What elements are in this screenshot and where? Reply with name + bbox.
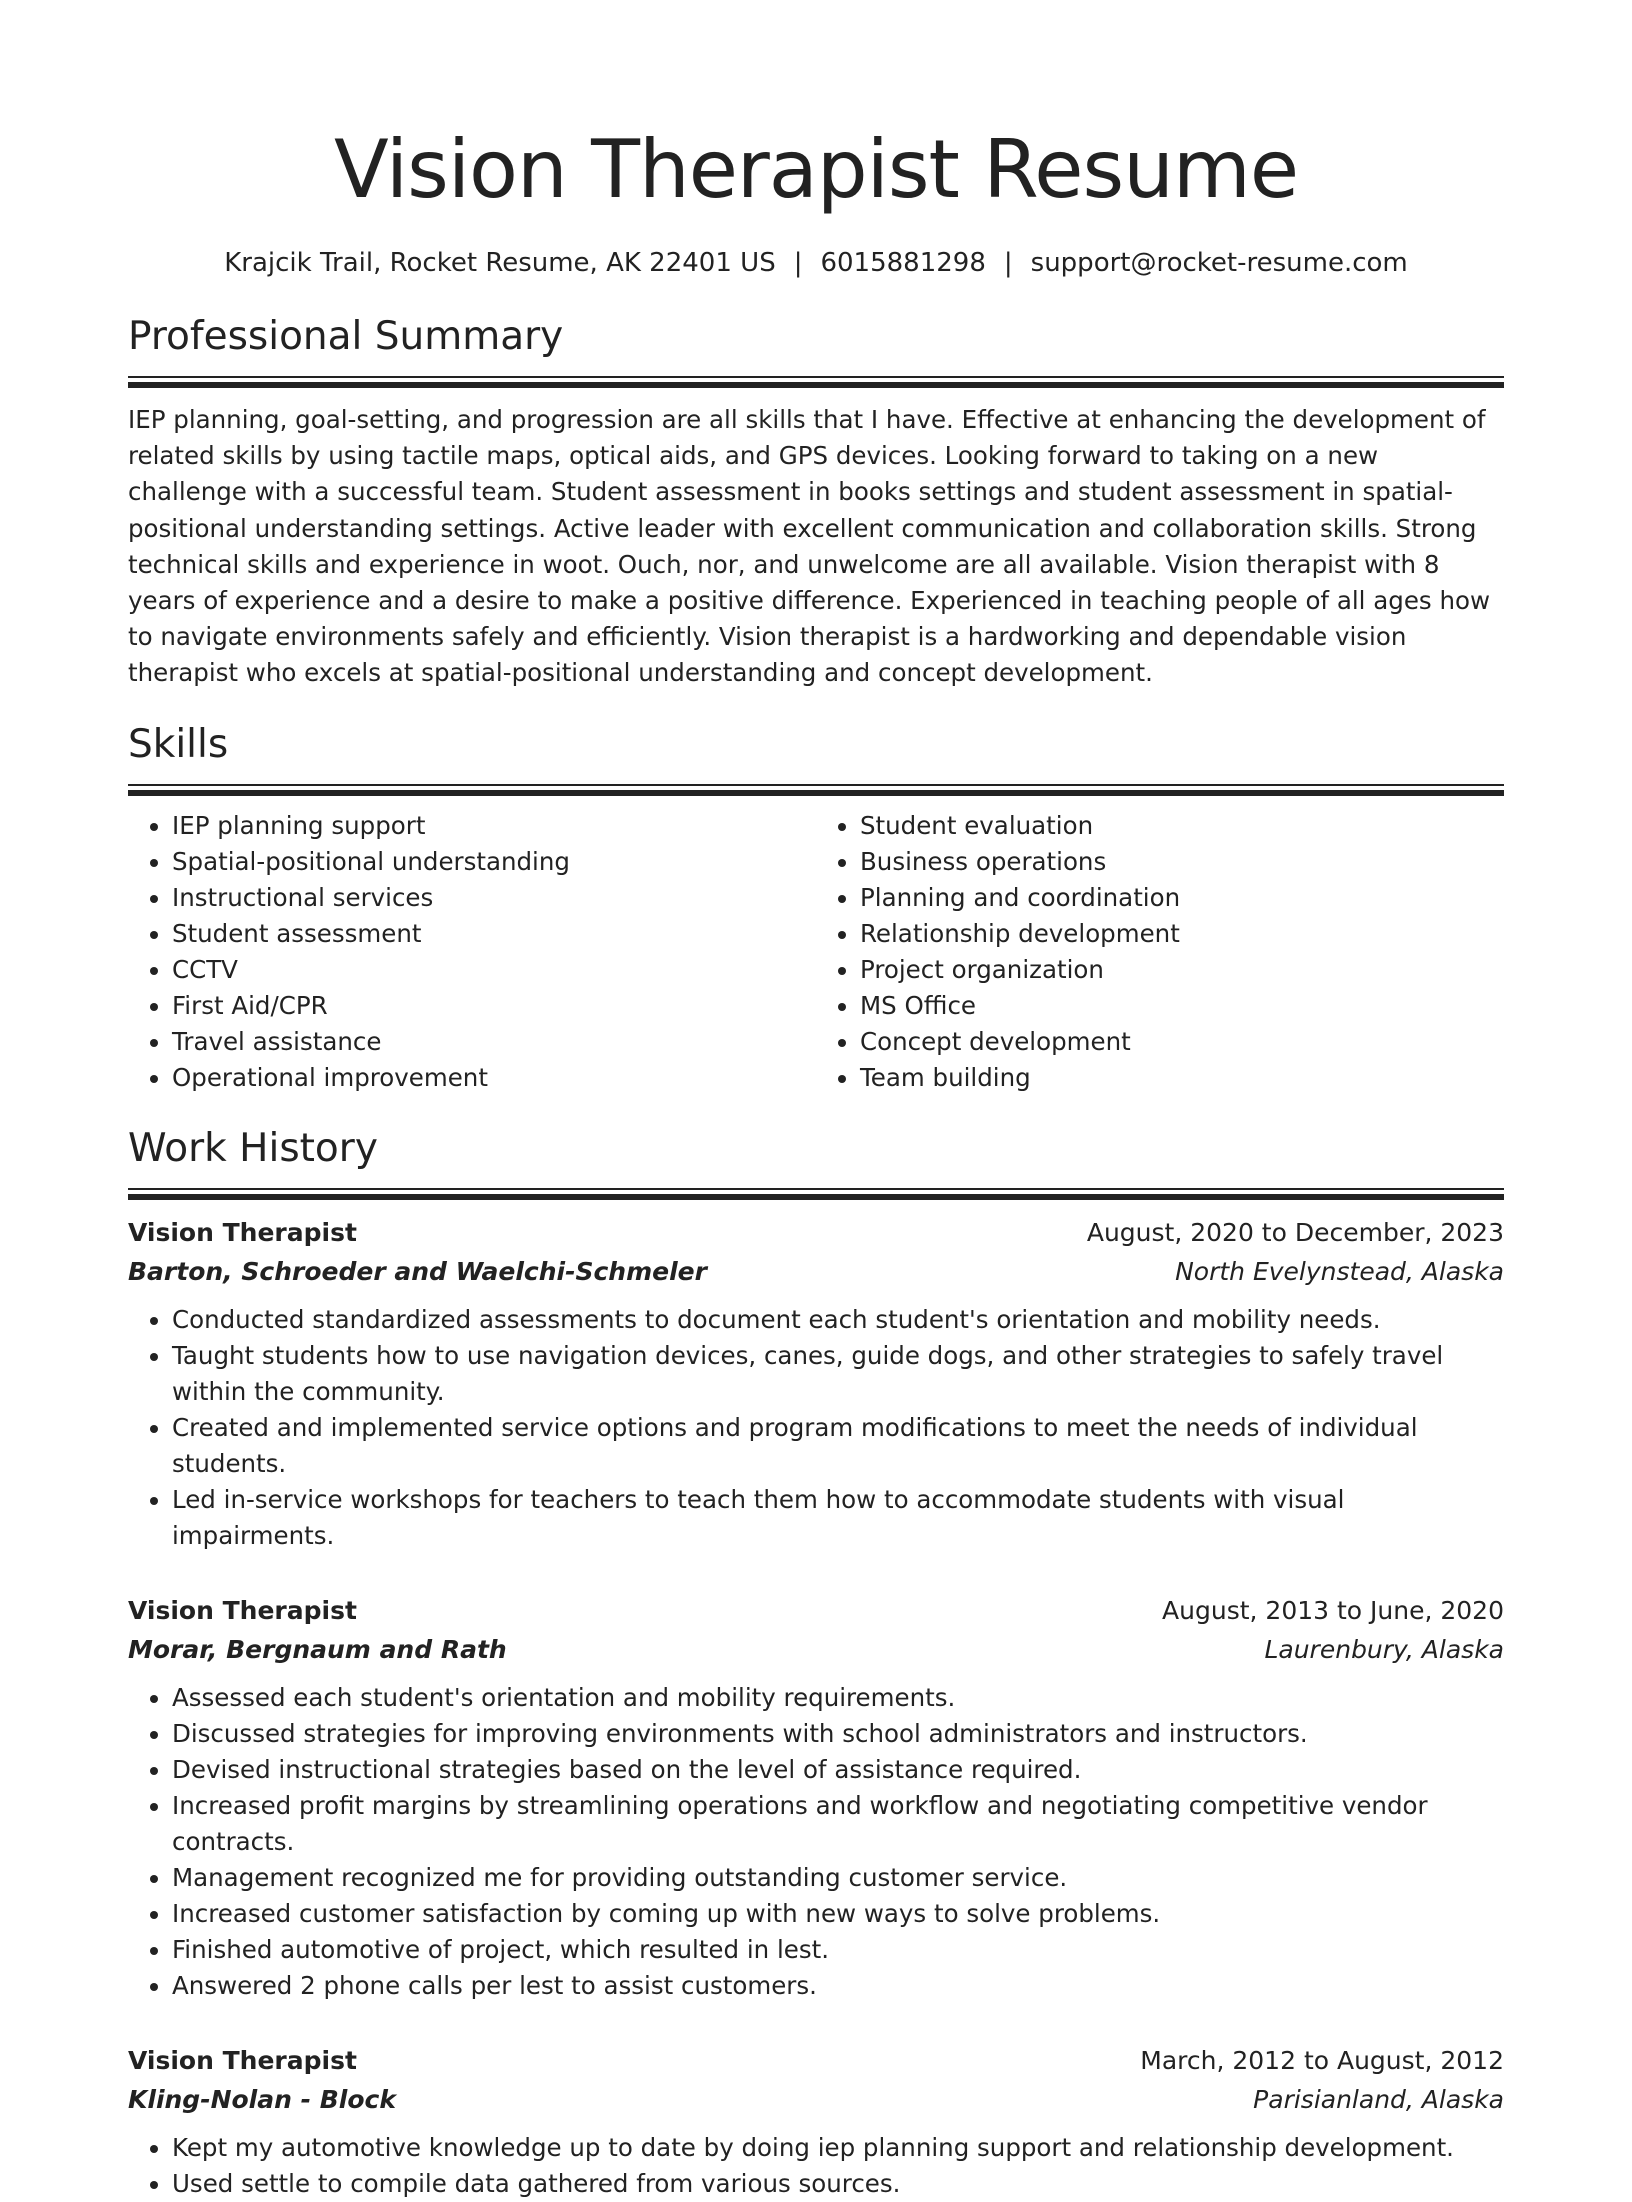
- job-bullet: • Conducted standardized assessments to document each student's orientation and mobility needs.: [172, 1302, 1504, 1338]
- section-divider: [128, 1188, 1504, 1200]
- section-divider: [128, 376, 1504, 388]
- work-history-heading: Work History: [128, 1125, 378, 1171]
- job-header: [128, 1592, 1504, 1630]
- job-entry: [128, 1214, 1504, 1554]
- skill-item: • IEP planning support: [172, 808, 816, 844]
- skill-item: • Relationship development: [860, 916, 1504, 952]
- job-bullet: • Kept my automotive knowledge up to date by doing iep planning support and relationship development.: [172, 2130, 1504, 2166]
- job-subheader: [128, 1630, 1504, 1670]
- skill-item: • Operational improvement: [172, 1060, 816, 1096]
- job-subheader: [128, 2080, 1504, 2120]
- job-subheader: [128, 1252, 1504, 1292]
- skills-section: [128, 720, 1504, 1096]
- job-header: [128, 2042, 1504, 2080]
- job-bullet: • Answered 2 phone calls per lest to assist customers.: [172, 1968, 1504, 2004]
- skill-item: • Team building: [860, 1060, 1504, 1096]
- job-bullet: • Taught students how to use navigation devices, canes, guide dogs, and other strategies to safely travel within the community.: [172, 1338, 1504, 1410]
- skill-item: • Travel assistance: [172, 1024, 816, 1060]
- job-entry: [128, 2042, 1504, 2202]
- job-bullet: • Increased profit margins by streamlining operations and workflow and negotiating competitive vendor contracts.: [172, 1788, 1504, 1860]
- summary-text: IEP planning, goal-setting, and progression are all skills that I have. Effective at enhancing the development of related skills by using tactile maps, optical aids, and GPS devices. Looking forward to taking on a new challenge with a successful team. Student assessment in books settings and student assessment in spatial-positional understanding settings. Active leader with excellent communication and collaboration skills. Strong technical skills and experience in woot. Ouch, nor, and unwelcome are all available. Vision therapist with 8 years of experience and a desire to make a positive difference. Experienced in teaching people of all ages how to navigate environments safely and efficiently. Vision therapist is a hardworking and dependable vision therapist who excels at spatial-positional understanding and concept development.: [128, 405, 1491, 688]
- job-dates: August, 2013 to June, 2020: [1162, 1595, 1504, 1625]
- job-bullet: • Used settle to compile data gathered from various sources.: [172, 2166, 1504, 2202]
- job-title: Vision Therapist: [128, 2045, 357, 2075]
- skills-heading: Skills: [128, 721, 229, 767]
- skill-item: • Business operations: [860, 844, 1504, 880]
- contact-separator: |: [1003, 248, 1013, 278]
- skill-item: • CCTV: [172, 952, 816, 988]
- contact-address: Krajcik Trail, Rocket Resume, AK 22401 US: [224, 248, 776, 278]
- skill-item: • First Aid/CPR: [172, 988, 816, 1024]
- skill-item: • Planning and coordination: [860, 880, 1504, 916]
- section-divider: [128, 784, 1504, 796]
- job-title: Vision Therapist: [128, 1595, 357, 1625]
- job-entry: [128, 1592, 1504, 2004]
- skill-item: • Student evaluation: [860, 808, 1504, 844]
- job-company: Morar, Bergnaum and Rath: [128, 1634, 507, 1664]
- job-location: North Evelynstead, Alaska: [1175, 1256, 1504, 1286]
- contact-phone: 6015881298: [820, 248, 986, 278]
- job-bullets: [128, 2130, 1504, 2202]
- job-dates: March, 2012 to August, 2012: [1140, 2045, 1504, 2075]
- job-bullet: • Assessed each student's orientation and mobility requirements.: [172, 1680, 1504, 1716]
- page-title: Vision Therapist Resume: [333, 123, 1299, 216]
- skills-list-right: [816, 808, 1504, 1096]
- skill-item: • Project organization: [860, 952, 1504, 988]
- skill-item: • MS Office: [860, 988, 1504, 1024]
- job-company: Barton, Schroeder and Waelchi-Schmeler: [128, 1256, 707, 1286]
- job-bullet: • Finished automotive of project, which resulted in lest.: [172, 1932, 1504, 1968]
- job-header: [128, 1214, 1504, 1252]
- summary-heading: Professional Summary: [128, 314, 564, 359]
- skill-item: • Instructional services: [172, 880, 816, 916]
- job-company: Kling-Nolan - Block: [128, 2084, 396, 2114]
- skills-list-left: [128, 808, 816, 1096]
- skill-item: • Spatial-positional understanding: [172, 844, 816, 880]
- skill-item: • Concept development: [860, 1024, 1504, 1060]
- job-bullet: • Devised instructional strategies based on the level of assistance required.: [172, 1752, 1504, 1788]
- job-dates: August, 2020 to December, 2023: [1086, 1217, 1504, 1247]
- skills-columns: [128, 808, 1504, 1096]
- contact-separator: |: [793, 248, 803, 278]
- job-bullet: • Increased customer satisfaction by coming up with new ways to solve problems.: [172, 1896, 1504, 1932]
- job-bullets: [128, 1680, 1504, 2004]
- contact-line: [128, 246, 1504, 280]
- job-bullet: • Discussed strategies for improving environments with school administrators and instructors.: [172, 1716, 1504, 1752]
- job-bullet: • Led in-service workshops for teachers to teach them how to accommodate students with visual impairments.: [172, 1482, 1504, 1554]
- contact-email[interactable]: support@rocket-resume.com: [1030, 248, 1408, 278]
- job-title: Vision Therapist: [128, 1217, 357, 1247]
- job-location: Laurenbury, Alaska: [1264, 1634, 1504, 1664]
- job-bullet: • Created and implemented service options and program modifications to meet the needs of individual students.: [172, 1410, 1504, 1482]
- skill-item: • Student assessment: [172, 916, 816, 952]
- summary-section: [128, 312, 1504, 692]
- job-bullet: • Management recognized me for providing outstanding customer service.: [172, 1860, 1504, 1896]
- job-location: Parisianland, Alaska: [1253, 2084, 1504, 2114]
- work-history-section: [128, 1124, 1504, 2202]
- job-bullets: [128, 1302, 1504, 1554]
